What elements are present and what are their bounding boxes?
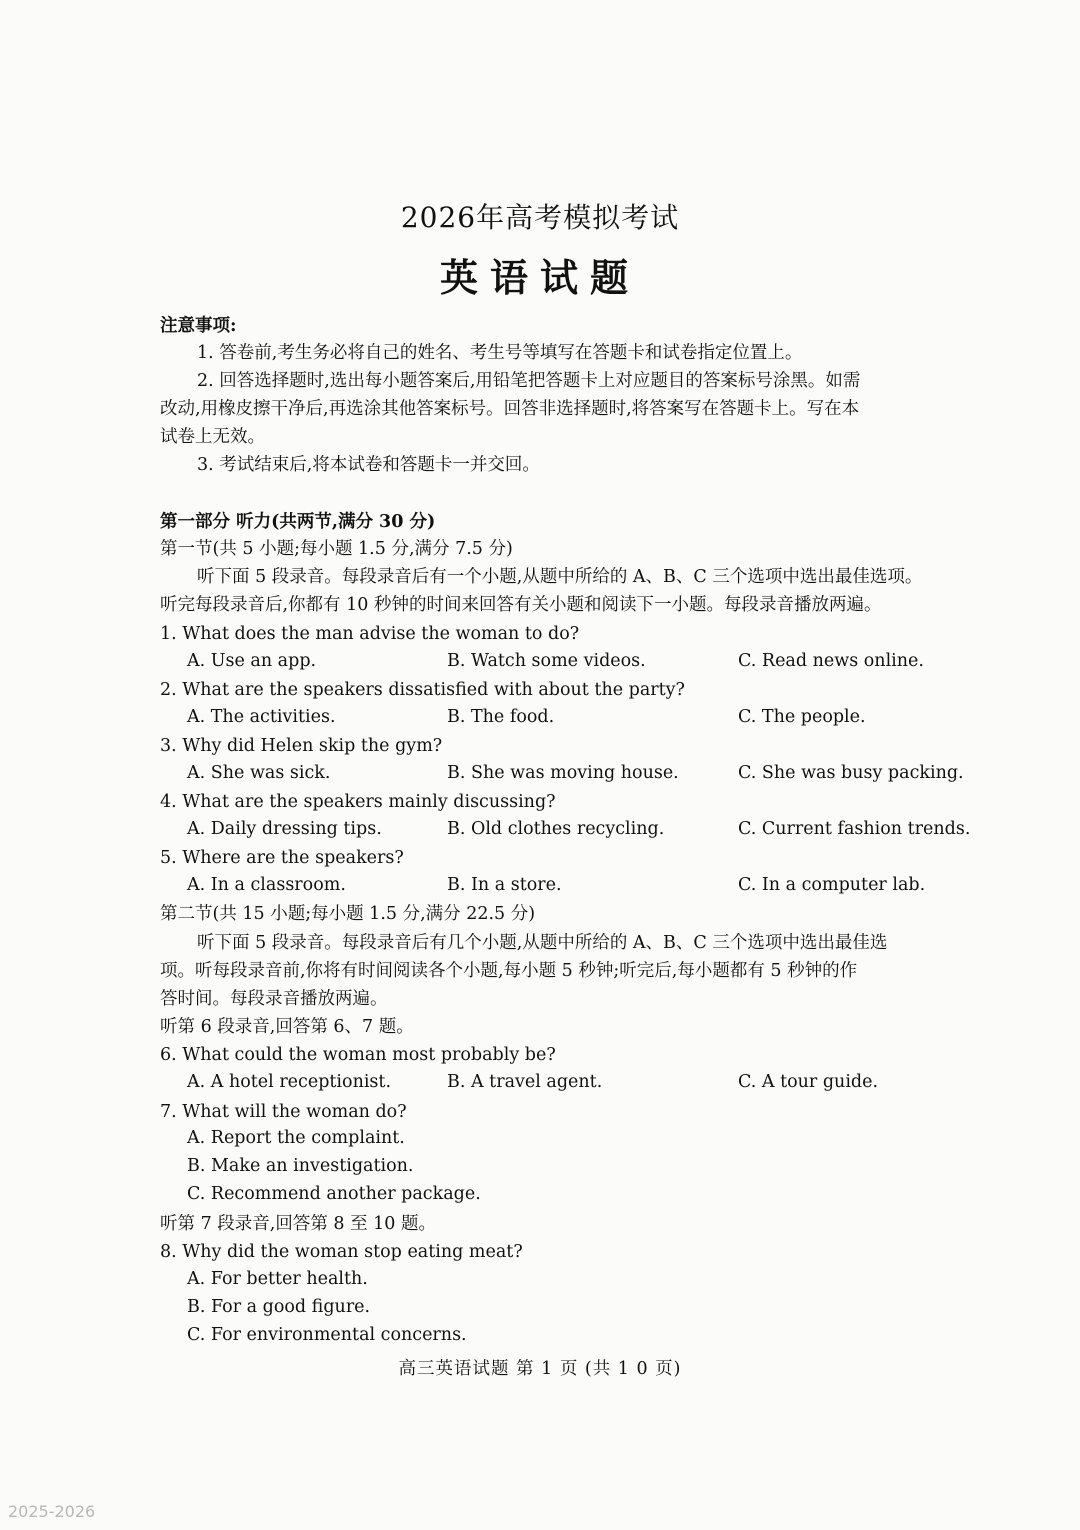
q6-option-a: A. A hotel receptionist.	[187, 1072, 392, 1092]
q8-option-a: A. For better health.	[187, 1269, 368, 1289]
notice-heading: 注意事项:	[160, 316, 237, 336]
exam-title: 2026年高考模拟考试	[400, 201, 680, 234]
notice-item-1: 1. 答卷前,考生务必将自己的姓名、考生号等填写在答题卡和试卷指定位置上。	[197, 343, 803, 363]
q7-option-c: C. Recommend another package.	[187, 1184, 481, 1204]
question-3: 3. Why did Helen skip the gym?	[160, 736, 443, 756]
question-4: 4. What are the speakers mainly discussing?	[160, 792, 556, 812]
segment-7-instruction: 听第 7 段录音,回答第 8 至 10 题。	[160, 1214, 436, 1234]
notice-item-2-cont: 改动,用橡皮擦干净后,再选涂其他答案标号。回答非选择题时,将答案写在答题卡上。写在本	[160, 399, 860, 419]
q1-option-b: B. Watch some videos.	[447, 651, 646, 671]
notice-item-2: 2. 回答选择题时,选出每小题答案后,用铅笔把答题卡上对应题目的答案标号涂黑。如需	[197, 371, 861, 391]
section1-intro-cont: 听完每段录音后,你都有 10 秒钟的时间来回答有关小题和阅读下一小题。每段录音播放两遍。	[160, 595, 882, 615]
q4-option-a: A. Daily dressing tips.	[187, 819, 382, 839]
section2-intro-cont: 项。听每段录音前,你将有时间阅读各个小题,每小题 5 秒钟;听完后,每小题都有 5 秒钟的作	[160, 961, 858, 981]
notice-item-2-end: 试卷上无效。	[160, 427, 265, 447]
q6-option-b: B. A travel agent.	[447, 1072, 603, 1092]
q7-option-a: A. Report the complaint.	[187, 1128, 405, 1148]
q5-option-a: A. In a classroom.	[187, 875, 346, 895]
question-6: 6. What could the woman most probably be?	[160, 1045, 556, 1065]
q4-option-b: B. Old clothes recycling.	[447, 819, 665, 839]
section2-intro-end: 答时间。每段录音播放两遍。	[160, 989, 388, 1009]
q5-option-b: B. In a store.	[447, 875, 562, 895]
question-2: 2. What are the speakers dissatisfied with about the party?	[160, 680, 685, 700]
section1-heading: 第一节(共 5 小题;每小题 1.5 分,满分 7.5 分)	[160, 539, 513, 559]
part1-heading: 第一部分 听力(共两节,满分 30 分)	[160, 512, 436, 532]
page-footer: 高三英语试题 第 1 页 (共 1 0 页)	[398, 1359, 682, 1379]
q4-option-c: C. Current fashion trends.	[738, 819, 971, 839]
q2-option-b: B. The food.	[447, 707, 555, 727]
q6-option-c: C. A tour guide.	[738, 1072, 879, 1092]
q3-option-c: C. She was busy packing.	[738, 763, 964, 783]
section2-intro: 听下面 5 段录音。每段录音后有几个小题,从题中所给的 A、B、C 三个选项中选出最佳选	[197, 933, 888, 953]
subject-title: 英语试题	[439, 255, 640, 300]
question-5: 5. Where are the speakers?	[160, 848, 404, 868]
question-8: 8. Why did the woman stop eating meat?	[160, 1242, 523, 1262]
question-1: 1. What does the man advise the woman to do?	[160, 624, 580, 644]
section2-heading: 第二节(共 15 小题;每小题 1.5 分,满分 22.5 分)	[160, 904, 536, 924]
q3-option-b: B. She was moving house.	[447, 763, 679, 783]
q7-option-b: B. Make an investigation.	[187, 1156, 414, 1176]
question-7: 7. What will the woman do?	[160, 1102, 407, 1122]
notice-item-3: 3. 考试结束后,将本试卷和答题卡一并交回。	[197, 455, 540, 475]
watermark: 2025-2026	[8, 1502, 96, 1521]
q3-option-a: A. She was sick.	[187, 763, 331, 783]
q2-option-c: C. The people.	[738, 707, 866, 727]
q2-option-a: A. The activities.	[187, 707, 336, 727]
q1-option-a: A. Use an app.	[187, 651, 317, 671]
q8-option-c: C. For environmental concerns.	[187, 1325, 467, 1345]
q8-option-b: B. For a good figure.	[187, 1297, 371, 1317]
segment-6-instruction: 听第 6 段录音,回答第 6、7 题。	[160, 1017, 414, 1037]
section1-intro: 听下面 5 段录音。每段录音后有一个小题,从题中所给的 A、B、C 三个选项中选出最佳选项。	[197, 567, 923, 587]
q5-option-c: C. In a computer lab.	[738, 875, 926, 895]
q1-option-c: C. Read news online.	[738, 651, 924, 671]
